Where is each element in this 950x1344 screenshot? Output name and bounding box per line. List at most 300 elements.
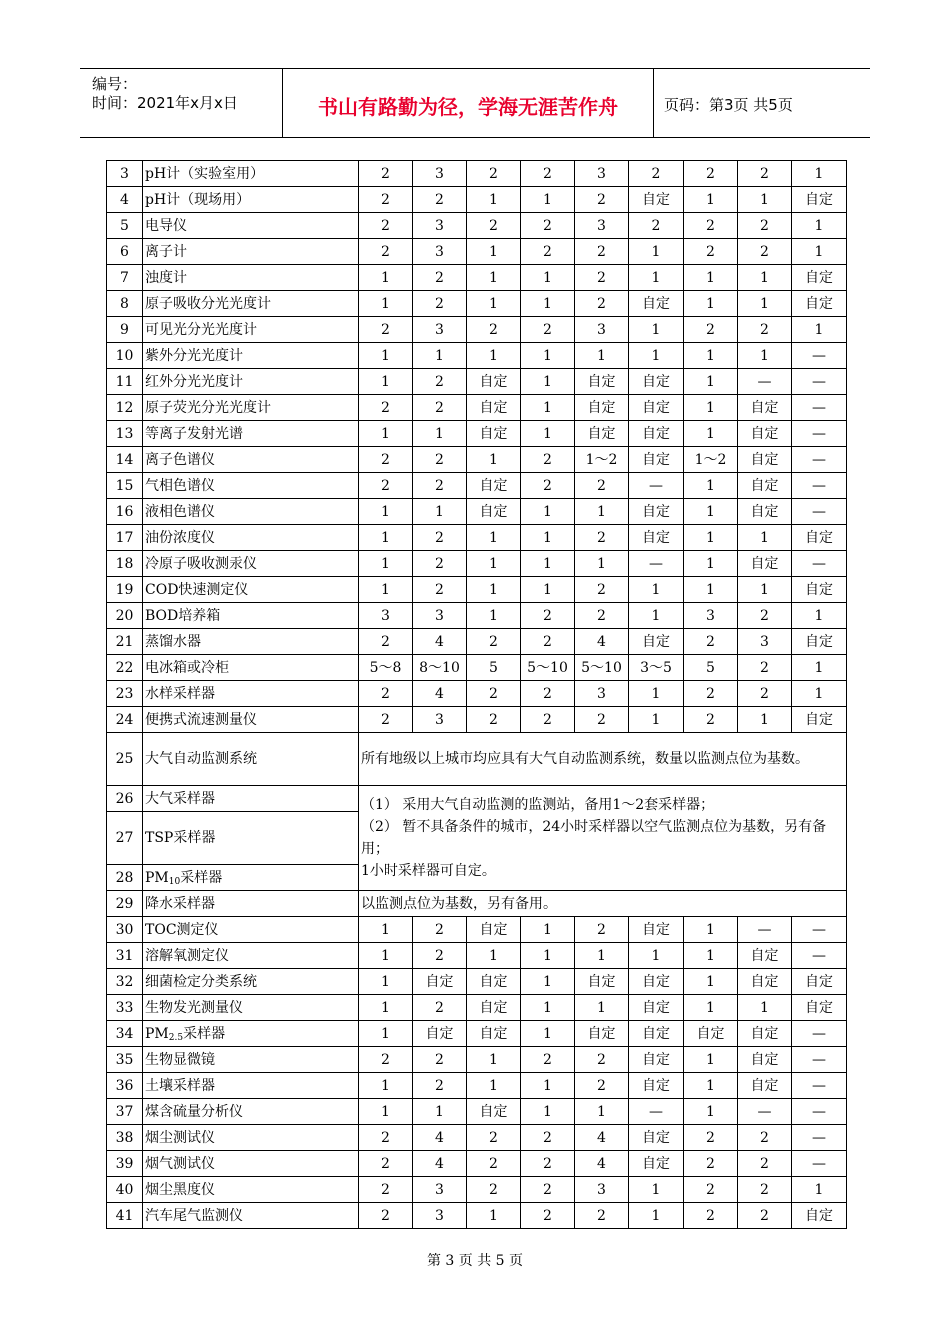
quantity-cell: — [738, 917, 792, 943]
row-number: 27 [107, 812, 143, 865]
quantity-cell: — [792, 943, 847, 969]
quantity-cell: 1 [738, 265, 792, 291]
quantity-cell: 2 [413, 577, 467, 603]
instrument-name: 水样采样器 [143, 681, 359, 707]
quantity-cell: 1 [521, 525, 575, 551]
table-row [107, 969, 847, 995]
quantity-cell: 自定 [792, 577, 847, 603]
quantity-cell: 自定 [629, 499, 684, 525]
quantity-cell: 2 [413, 1073, 467, 1099]
name-main: PM [145, 1025, 169, 1042]
quantity-cell: 1 [684, 1047, 738, 1073]
quantity-cell: 2 [359, 1125, 413, 1151]
row-number: 12 [107, 395, 143, 421]
quantity-cell: 1 [684, 421, 738, 447]
instrument-name: 等离子发射光谱 [143, 421, 359, 447]
quantity-cell: 2 [413, 525, 467, 551]
quantity-cell: 自定 [738, 969, 792, 995]
instrument-name: 烟尘黑度仪 [143, 1177, 359, 1203]
quantity-cell: 自定 [575, 421, 629, 447]
quantity-cell: 3 [413, 1203, 467, 1229]
quantity-cell: 2 [738, 1203, 792, 1229]
quantity-cell: 自定 [575, 969, 629, 995]
quantity-cell: 2 [521, 1177, 575, 1203]
row-number: 33 [107, 995, 143, 1021]
instrument-name: 电导仪 [143, 213, 359, 239]
quantity-cell: 3 [413, 213, 467, 239]
name-tail: 采样器 [180, 869, 223, 886]
row-number: 9 [107, 317, 143, 343]
quantity-cell: 自定 [629, 525, 684, 551]
quantity-cell: 2 [521, 317, 575, 343]
quantity-cell: 自定 [629, 395, 684, 421]
quantity-cell: 自定 [629, 447, 684, 473]
quantity-cell: 1 [359, 1073, 413, 1099]
quantity-cell: 2 [359, 473, 413, 499]
row-number: 32 [107, 969, 143, 995]
quantity-cell: 自定 [629, 291, 684, 317]
table-row [107, 917, 847, 943]
quantity-cell: 1 [521, 551, 575, 577]
quantity-cell: 2 [575, 917, 629, 943]
quantity-cell: 1 [738, 995, 792, 1021]
quantity-cell: 自定 [792, 1203, 847, 1229]
quantity-cell: 2 [359, 681, 413, 707]
quantity-cell: 1 [359, 1099, 413, 1125]
table-row [107, 943, 847, 969]
quantity-cell: — [629, 551, 684, 577]
quantity-cell: 1 [467, 291, 521, 317]
quantity-cell: 自定 [792, 629, 847, 655]
instrument-name: 离子色谱仪 [143, 447, 359, 473]
quantity-cell: 4 [413, 629, 467, 655]
table-row [107, 786, 847, 812]
quantity-cell: 2 [738, 681, 792, 707]
quantity-cell: 5 [467, 655, 521, 681]
quantity-cell: 2 [467, 1151, 521, 1177]
quantity-cell: — [629, 1099, 684, 1125]
quantity-cell: 1 [467, 239, 521, 265]
quantity-cell: 1 [738, 577, 792, 603]
quantity-cell: 1 [413, 421, 467, 447]
quantity-cell: 3 [684, 603, 738, 629]
row-number: 16 [107, 499, 143, 525]
quantity-cell: 1 [467, 525, 521, 551]
instrument-name: pH计（现场用） [143, 187, 359, 213]
table-row [107, 291, 847, 317]
row-number: 35 [107, 1047, 143, 1073]
quantity-cell: 2 [684, 161, 738, 187]
quantity-cell: — [792, 1125, 847, 1151]
quantity-cell: 2 [359, 629, 413, 655]
instrument-name: 红外分光光度计 [143, 369, 359, 395]
quantity-cell: 1 [684, 265, 738, 291]
quantity-cell: 自定 [629, 1125, 684, 1151]
quantity-cell: 2 [575, 265, 629, 291]
table-row [107, 551, 847, 577]
quantity-cell: 2 [521, 707, 575, 733]
quantity-cell: 2 [359, 239, 413, 265]
table-row [107, 995, 847, 1021]
row-number: 20 [107, 603, 143, 629]
quantity-cell: 2 [413, 187, 467, 213]
quantity-cell: 1 [684, 395, 738, 421]
quantity-cell: 1 [359, 551, 413, 577]
quantity-cell: 4 [575, 1151, 629, 1177]
quantity-cell: 自定 [575, 369, 629, 395]
quantity-cell: 1 [359, 525, 413, 551]
quantity-cell: 5 [684, 655, 738, 681]
quantity-cell: 2 [684, 707, 738, 733]
quantity-cell: 2 [738, 161, 792, 187]
quantity-cell: 1 [629, 239, 684, 265]
quantity-cell: 2 [413, 551, 467, 577]
instrument-name: 烟尘测试仪 [143, 1125, 359, 1151]
quantity-cell: 1 [684, 1073, 738, 1099]
quantity-cell: 自定 [738, 1073, 792, 1099]
quantity-cell: 1 [792, 603, 847, 629]
instrument-name: 便携式流速测量仪 [143, 707, 359, 733]
quantity-cell: 1 [359, 421, 413, 447]
table-body-pm25 [107, 1021, 847, 1047]
quantity-cell: 5～8 [359, 655, 413, 681]
quantity-cell: 1 [629, 1177, 684, 1203]
row-number: 40 [107, 1177, 143, 1203]
quantity-cell: 1 [575, 943, 629, 969]
quantity-cell: 1 [575, 499, 629, 525]
quantity-cell: 1 [521, 917, 575, 943]
quantity-cell: 自定 [467, 969, 521, 995]
quantity-cell: 2 [521, 1047, 575, 1073]
quantity-cell: 1 [629, 943, 684, 969]
quantity-cell: 自定 [629, 1047, 684, 1073]
instrument-name: 原子荧光分光光度计 [143, 395, 359, 421]
table-row [107, 447, 847, 473]
quantity-cell: 1 [684, 343, 738, 369]
instrument-name [143, 865, 359, 891]
quantity-cell: 2 [684, 239, 738, 265]
quantity-cell: 2 [738, 1151, 792, 1177]
quantity-cell: 1～2 [575, 447, 629, 473]
quantity-cell: 2 [738, 1125, 792, 1151]
quantity-cell: 2 [575, 187, 629, 213]
instrument-name: 离子计 [143, 239, 359, 265]
table-row [107, 525, 847, 551]
quantity-cell: 自定 [467, 1021, 521, 1047]
quantity-cell: 自定 [738, 395, 792, 421]
note-line-1: （1） 采用大气自动监测的监测站，备用1～2套采样器； [361, 797, 715, 813]
quantity-cell: 2 [629, 213, 684, 239]
row-number: 28 [107, 865, 143, 891]
row-number: 3 [107, 161, 143, 187]
quantity-cell: 5～10 [521, 655, 575, 681]
quantity-cell: 2 [575, 603, 629, 629]
page-footer: 第 3 页 共 5 页 [426, 1253, 524, 1269]
quantity-cell: 1 [792, 655, 847, 681]
quantity-cell: 2 [521, 603, 575, 629]
quantity-cell: 2 [467, 213, 521, 239]
quantity-cell: — [792, 1021, 847, 1047]
quantity-cell: 2 [521, 213, 575, 239]
row-number: 7 [107, 265, 143, 291]
table-row [107, 629, 847, 655]
row-number: 31 [107, 943, 143, 969]
row-number: 38 [107, 1125, 143, 1151]
quantity-cell: 1 [521, 265, 575, 291]
row-number: 29 [107, 891, 143, 917]
quantity-cell: 自定 [629, 995, 684, 1021]
instrument-name: 降水采样器 [143, 891, 359, 917]
quantity-cell: 1 [792, 681, 847, 707]
quantity-cell: 3 [738, 629, 792, 655]
quantity-cell: 1 [359, 291, 413, 317]
quantity-cell: 1 [575, 343, 629, 369]
quantity-cell: 3 [413, 1177, 467, 1203]
quantity-cell: 3 [575, 161, 629, 187]
quantity-cell: 2 [413, 1047, 467, 1073]
header-motto-box [283, 69, 654, 137]
row-number: 6 [107, 239, 143, 265]
quantity-cell: 3 [413, 707, 467, 733]
quantity-cell: 2 [359, 317, 413, 343]
quantity-cell: 1 [521, 1073, 575, 1099]
quantity-cell: 2 [684, 629, 738, 655]
doc-time-label: 时间：2021年x月x日 [92, 94, 238, 112]
row-number: 14 [107, 447, 143, 473]
quantity-cell: 2 [521, 1151, 575, 1177]
table-row [107, 369, 847, 395]
quantity-cell: 自定 [792, 291, 847, 317]
table-row [107, 473, 847, 499]
table-row [107, 395, 847, 421]
quantity-cell: 2 [521, 629, 575, 655]
quantity-cell: 2 [575, 239, 629, 265]
row-number: 23 [107, 681, 143, 707]
quantity-cell: 1 [359, 577, 413, 603]
quantity-cell: 自定 [738, 473, 792, 499]
quantity-cell: 1 [629, 603, 684, 629]
quantity-cell: 1 [413, 1099, 467, 1125]
quantity-cell: 自定 [467, 1099, 521, 1125]
quantity-cell: 1 [467, 1203, 521, 1229]
quantity-cell: 1 [684, 943, 738, 969]
quantity-cell: 1 [684, 291, 738, 317]
quantity-cell: 自定 [792, 707, 847, 733]
row-number: 22 [107, 655, 143, 681]
name-subscript: 10 [168, 876, 181, 887]
quantity-cell: 1 [684, 995, 738, 1021]
quantity-cell: 4 [413, 681, 467, 707]
instrument-name: BOD培养箱 [143, 603, 359, 629]
quantity-cell: 1 [521, 395, 575, 421]
quantity-cell: 2 [738, 239, 792, 265]
quantity-cell: 1 [738, 291, 792, 317]
quantity-cell: 2 [413, 917, 467, 943]
quantity-cell: 2 [413, 995, 467, 1021]
quantity-cell: 2 [684, 1125, 738, 1151]
quantity-cell: 1 [738, 343, 792, 369]
quantity-cell: 1 [521, 187, 575, 213]
row-note: 所有地级以上城市均应具有大气自动监测系统，数量以监测点位为基数。 [359, 733, 847, 786]
table-row [107, 187, 847, 213]
row-number: 17 [107, 525, 143, 551]
quantity-cell: 2 [738, 1177, 792, 1203]
quantity-cell: 自定 [792, 187, 847, 213]
instrument-name: TSP采样器 [143, 812, 359, 865]
row-number: 5 [107, 213, 143, 239]
equipment-table [106, 160, 847, 1229]
quantity-cell: 自定 [629, 917, 684, 943]
quantity-cell: 2 [413, 473, 467, 499]
quantity-cell: 1 [684, 473, 738, 499]
table-body-b1 [107, 917, 847, 1021]
table-row [107, 577, 847, 603]
table-row [107, 891, 847, 917]
quantity-cell: 1 [521, 343, 575, 369]
quantity-cell: 1 [467, 187, 521, 213]
quantity-cell: 2 [413, 943, 467, 969]
quantity-cell: 2 [359, 1151, 413, 1177]
quantity-cell: 2 [575, 577, 629, 603]
quantity-cell: 自定 [629, 629, 684, 655]
table-row [107, 499, 847, 525]
quantity-cell: 1 [521, 1021, 575, 1047]
name-subscript: 2.5 [168, 1032, 184, 1043]
quantity-cell: 2 [359, 707, 413, 733]
quantity-cell: 1 [738, 525, 792, 551]
quantity-cell: 自定 [738, 499, 792, 525]
table-row [107, 161, 847, 187]
table-body-a [107, 161, 847, 733]
quantity-cell: 2 [521, 1203, 575, 1229]
quantity-cell: — [792, 499, 847, 525]
quantity-cell: 1 [629, 1203, 684, 1229]
quantity-cell: 自定 [792, 265, 847, 291]
header-motto: 书山有路勤为径，学海无涯苦作舟 [318, 95, 618, 119]
instrument-name: pH计（实验室用） [143, 161, 359, 187]
quantity-cell: 2 [467, 707, 521, 733]
quantity-cell: 1 [629, 265, 684, 291]
name-main: PM [145, 869, 169, 886]
table-row [107, 213, 847, 239]
doc-number-label: 编号： [92, 75, 138, 93]
quantity-cell: 1 [738, 707, 792, 733]
quantity-cell: 4 [575, 1125, 629, 1151]
quantity-cell: 2 [738, 655, 792, 681]
table-row [107, 707, 847, 733]
row-number: 4 [107, 187, 143, 213]
quantity-cell: 1 [629, 343, 684, 369]
quantity-cell: 2 [684, 317, 738, 343]
quantity-cell: 3 [413, 603, 467, 629]
quantity-cell: 1 [467, 343, 521, 369]
quantity-cell: 2 [467, 1177, 521, 1203]
quantity-cell: 2 [521, 447, 575, 473]
instrument-name: COD快速测定仪 [143, 577, 359, 603]
quantity-cell: 1 [684, 577, 738, 603]
quantity-cell: 2 [521, 473, 575, 499]
quantity-cell: 1 [684, 187, 738, 213]
quantity-cell: 2 [359, 1047, 413, 1073]
instrument-name: 溶解氧测定仪 [143, 943, 359, 969]
quantity-cell: 2 [521, 161, 575, 187]
quantity-cell: 自定 [629, 187, 684, 213]
quantity-cell: 2 [684, 1151, 738, 1177]
instrument-name: 土壤采样器 [143, 1073, 359, 1099]
quantity-cell: 2 [413, 291, 467, 317]
quantity-cell: 1 [467, 447, 521, 473]
table-row [107, 1021, 847, 1047]
quantity-cell: 2 [467, 161, 521, 187]
row-number: 41 [107, 1203, 143, 1229]
quantity-cell: 自定 [467, 395, 521, 421]
quantity-cell: 3 [575, 681, 629, 707]
quantity-cell: 1 [359, 499, 413, 525]
table-row [107, 1203, 847, 1229]
quantity-cell: 1 [629, 317, 684, 343]
quantity-cell: 2 [575, 1203, 629, 1229]
quantity-cell: 2 [575, 707, 629, 733]
quantity-cell: 自定 [629, 369, 684, 395]
quantity-cell: — [792, 343, 847, 369]
row-number: 25 [107, 733, 143, 786]
quantity-cell: 自定 [792, 969, 847, 995]
quantity-cell: 1 [792, 239, 847, 265]
quantity-cell: 自定 [467, 421, 521, 447]
quantity-cell: 5～10 [575, 655, 629, 681]
quantity-cell: 2 [575, 291, 629, 317]
quantity-cell: 1 [684, 1099, 738, 1125]
quantity-cell: 2 [684, 213, 738, 239]
table-row [107, 1125, 847, 1151]
instrument-name: TOC测定仪 [143, 917, 359, 943]
row-number: 30 [107, 917, 143, 943]
instrument-name [143, 1021, 359, 1047]
quantity-cell: — [738, 1099, 792, 1125]
quantity-cell: — [792, 473, 847, 499]
instrument-name: 细菌检定分类系统 [143, 969, 359, 995]
table-row [107, 1151, 847, 1177]
quantity-cell: 自定 [738, 1021, 792, 1047]
quantity-cell: 2 [738, 603, 792, 629]
quantity-cell: 1 [359, 369, 413, 395]
quantity-cell: 1 [467, 943, 521, 969]
quantity-cell: 2 [467, 1125, 521, 1151]
quantity-cell: 自定 [413, 1021, 467, 1047]
table-row [107, 603, 847, 629]
quantity-cell: 1 [738, 187, 792, 213]
quantity-cell: 2 [467, 681, 521, 707]
quantity-cell: 2 [359, 447, 413, 473]
quantity-cell: 1 [792, 317, 847, 343]
quantity-cell: 2 [684, 1203, 738, 1229]
row-number: 10 [107, 343, 143, 369]
quantity-cell: 自定 [792, 995, 847, 1021]
quantity-cell: — [792, 447, 847, 473]
quantity-cell: 2 [359, 213, 413, 239]
row-number: 24 [107, 707, 143, 733]
quantity-cell: 1 [521, 969, 575, 995]
quantity-cell: 1 [467, 577, 521, 603]
quantity-cell: 1 [521, 577, 575, 603]
quantity-cell: 1 [359, 943, 413, 969]
quantity-cell: 自定 [467, 473, 521, 499]
quantity-cell: 1～2 [684, 447, 738, 473]
instrument-name: 汽车尾气监测仪 [143, 1203, 359, 1229]
quantity-cell: 2 [684, 1177, 738, 1203]
quantity-cell: 1 [413, 343, 467, 369]
quantity-cell: 1 [792, 213, 847, 239]
